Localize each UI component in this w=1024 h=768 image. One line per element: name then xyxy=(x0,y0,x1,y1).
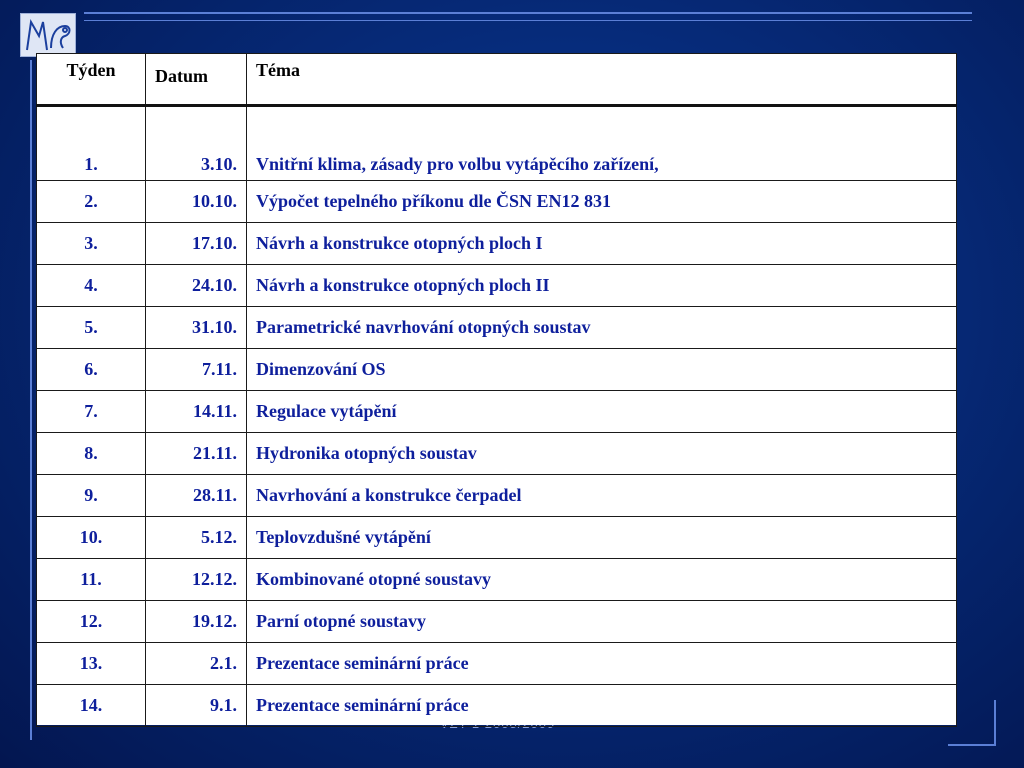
table-row xyxy=(37,223,957,265)
header-week: Týden xyxy=(37,54,146,106)
cell-week: 7. xyxy=(37,391,146,433)
cell-week: 10. xyxy=(37,517,146,559)
table-row xyxy=(37,265,957,307)
cell-date: 5.12. xyxy=(146,517,247,559)
cell-week: 1. xyxy=(37,106,146,181)
header-date: Datum xyxy=(146,54,247,106)
table-header-row xyxy=(37,54,957,106)
frame-line-left xyxy=(30,60,32,740)
frame-line-bottom-right-h xyxy=(948,744,996,746)
cell-topic: Návrh a konstrukce otopných ploch II xyxy=(247,265,957,307)
cell-topic: Regulace vytápění xyxy=(247,391,957,433)
cell-week: 9. xyxy=(37,475,146,517)
cell-date: 9.1. xyxy=(146,685,247,727)
cell-topic: Kombinované otopné soustavy xyxy=(247,559,957,601)
cell-week: 13. xyxy=(37,643,146,685)
cell-week: 8. xyxy=(37,433,146,475)
cell-topic: Teplovzdušné vytápění xyxy=(247,517,957,559)
cell-week: 2. xyxy=(37,181,146,223)
table-row xyxy=(37,307,957,349)
table-row xyxy=(37,517,957,559)
cell-topic: Návrh a konstrukce otopných ploch I xyxy=(247,223,957,265)
cell-topic: Prezentace seminární práce xyxy=(247,643,957,685)
cell-week: 12. xyxy=(37,601,146,643)
cell-topic: Navrhování a konstrukce čerpadel xyxy=(247,475,957,517)
table-row xyxy=(37,106,957,181)
table-row xyxy=(37,433,957,475)
schedule-table-container xyxy=(36,53,956,725)
table-row xyxy=(37,601,957,643)
cell-date: 7.11. xyxy=(146,349,247,391)
cell-date: 3.10. xyxy=(146,106,247,181)
frame-line-top xyxy=(84,12,972,14)
cell-week: 6. xyxy=(37,349,146,391)
cell-topic: Dimenzování OS xyxy=(247,349,957,391)
cell-week: 5. xyxy=(37,307,146,349)
schedule-table xyxy=(36,53,957,727)
cell-topic: Prezentace seminární práce xyxy=(247,685,957,727)
university-logo-icon xyxy=(20,13,76,57)
header-topic: Téma xyxy=(247,54,957,106)
cell-topic: Parametrické navrhování otopných soustav xyxy=(247,307,957,349)
table-row xyxy=(37,685,957,727)
cell-topic: Parní otopné soustavy xyxy=(247,601,957,643)
table-row xyxy=(37,475,957,517)
cell-week: 11. xyxy=(37,559,146,601)
cell-topic: Hydronika otopných soustav xyxy=(247,433,957,475)
cell-date: 17.10. xyxy=(146,223,247,265)
cell-topic: Výpočet tepelného příkonu dle ČSN EN12 831 xyxy=(247,181,957,223)
cell-date: 14.11. xyxy=(146,391,247,433)
cell-date: 19.12. xyxy=(146,601,247,643)
cell-date: 24.10. xyxy=(146,265,247,307)
table-row xyxy=(37,559,957,601)
cell-date: 28.11. xyxy=(146,475,247,517)
table-row xyxy=(37,391,957,433)
cell-date: 31.10. xyxy=(146,307,247,349)
frame-line-bottom-right-v xyxy=(994,700,996,746)
frame-line-top-inner xyxy=(84,20,972,21)
table-row xyxy=(37,349,957,391)
cell-date: 10.10. xyxy=(146,181,247,223)
cell-date: 2.1. xyxy=(146,643,247,685)
table-row xyxy=(37,181,957,223)
cell-date: 21.11. xyxy=(146,433,247,475)
table-row xyxy=(37,643,957,685)
cell-week: 4. xyxy=(37,265,146,307)
cell-week: 14. xyxy=(37,685,146,727)
cell-week: 3. xyxy=(37,223,146,265)
cell-topic: Vnitřní klima, zásady pro volbu vytápěcího zařízení, xyxy=(247,106,957,181)
cell-date: 12.12. xyxy=(146,559,247,601)
